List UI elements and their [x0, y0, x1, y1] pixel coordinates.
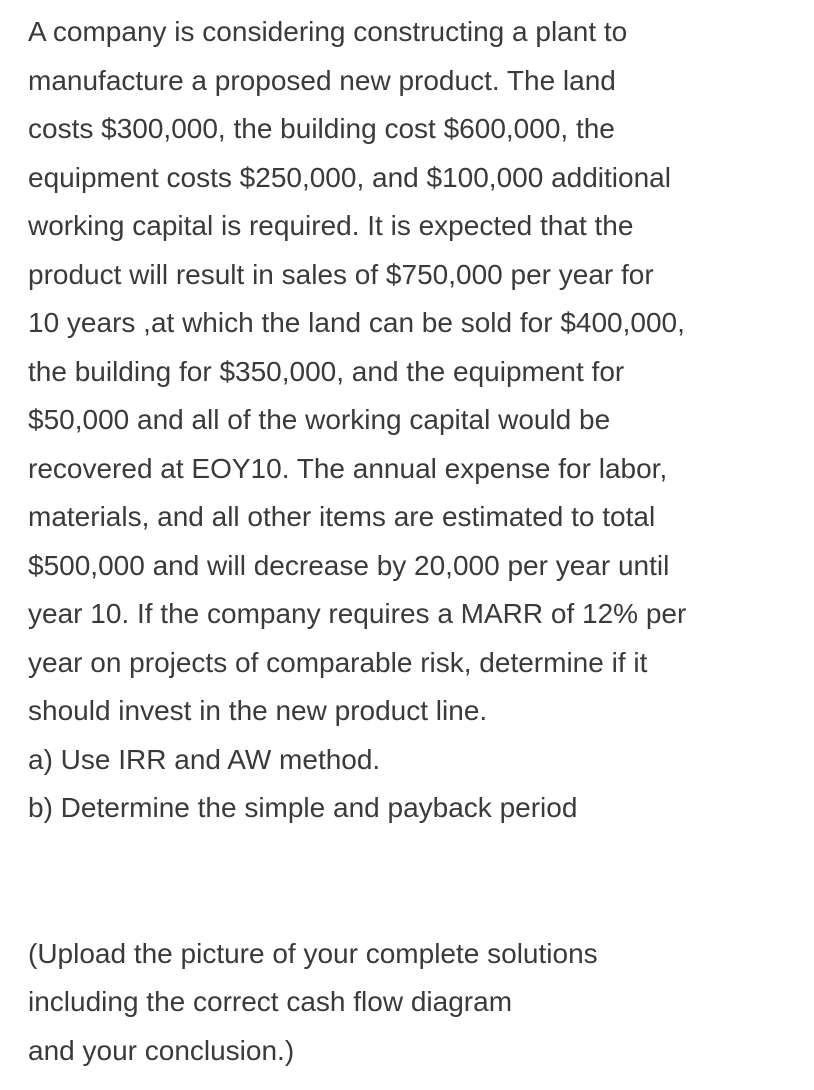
problem-line: should invest in the new product line. [28, 695, 488, 726]
problem-line: A company is considering constructing a plant to [28, 16, 628, 47]
problem-line: product will result in sales of $750,000 per year for [28, 258, 654, 290]
problem-line: $500,000 and will decrease by 20,000 per year until [28, 549, 670, 581]
problem-line: costs $300,000, the building cost $600,000, the [28, 113, 615, 144]
problem-line: year 10. If the company requires a MARR of 12% per [28, 598, 687, 629]
instruction-line: and your conclusion.) [28, 1034, 295, 1066]
problem-line: 10 years ,at which the land can be sold for $400,000, [28, 307, 685, 338]
part-a: a) Use IRR and AW method. [28, 743, 381, 775]
problem-line: recovered at EOY10. The annual expense for labor, [28, 452, 668, 484]
problem-line: $50,000 and all of the working capital would be [28, 404, 611, 435]
part-b: b) Determine the simple and payback period [28, 792, 578, 823]
instruction-line: including the correct cash flow diagram [28, 986, 513, 1017]
problem-line: equipment costs $250,000, and $100,000 additional [28, 161, 671, 193]
problem-line: working capital is required. It is expected that the [28, 210, 634, 241]
problem-line: the building for $350,000, and the equipment for [28, 355, 625, 387]
problem-text [28, 8, 798, 1075]
instruction-line: (Upload the picture of your complete solutions [28, 937, 598, 969]
problem-line: materials, and all other items are estimated to total [28, 501, 656, 532]
spacer [28, 833, 798, 930]
problem-line: manufacture a proposed new product. The land [28, 64, 616, 96]
problem-line: year on projects of comparable risk, determine if it [28, 646, 648, 678]
